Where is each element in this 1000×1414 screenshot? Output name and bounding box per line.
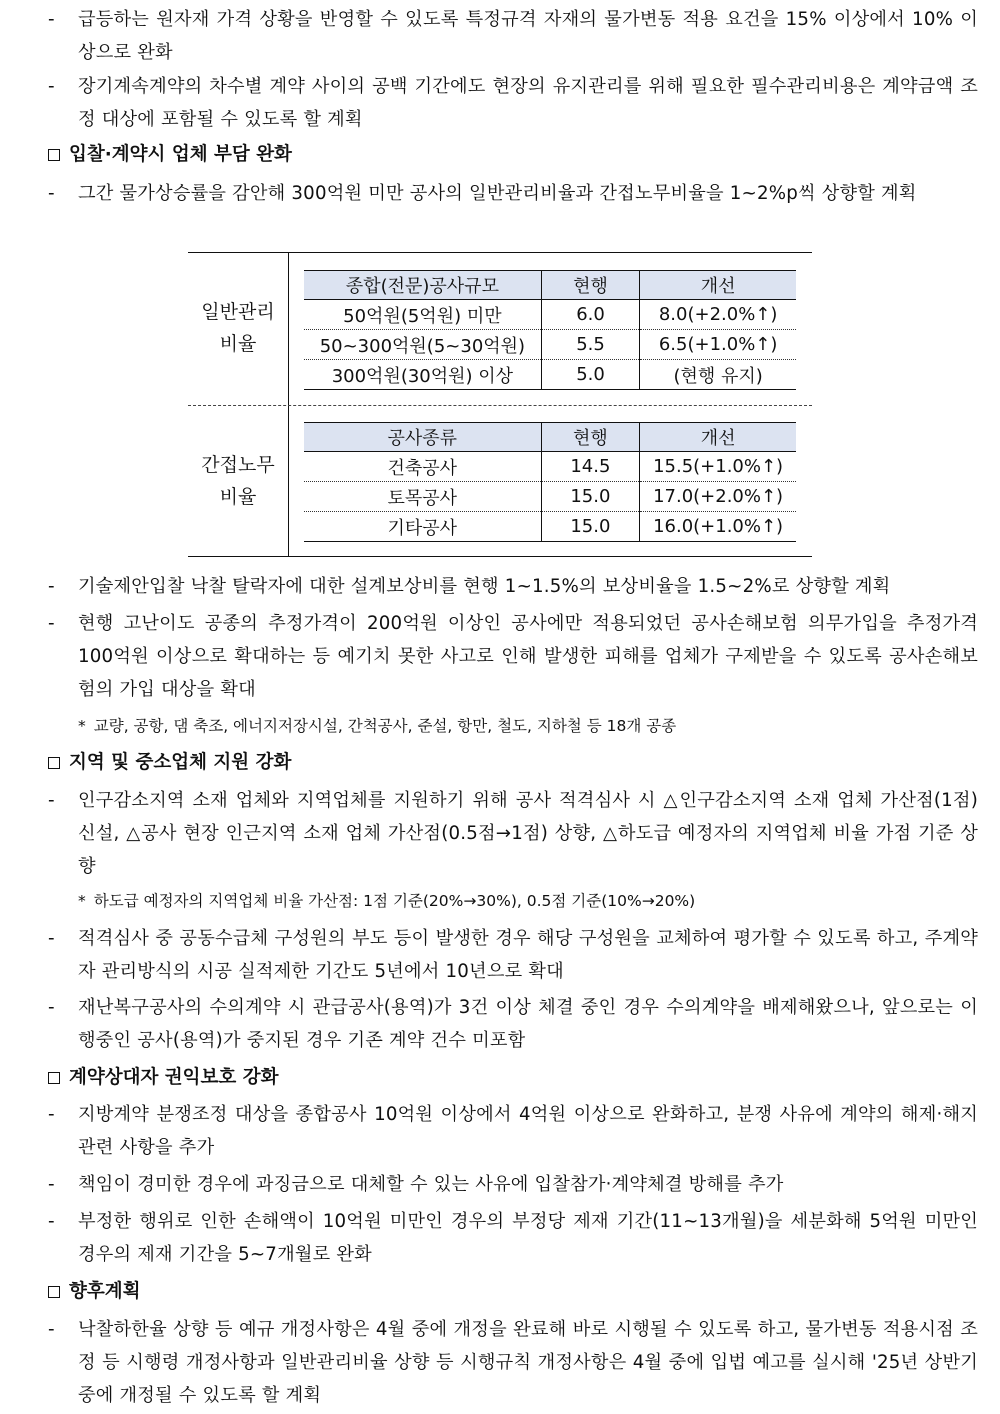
checkbox-square-icon bbox=[48, 1072, 60, 1084]
table-row: 300억원(30억원) 이상 5.0 (현행 유지) bbox=[304, 360, 796, 390]
bullet-joint-venture: - 적격심사 중 공동수급체 구성원의 부도 등이 발생한 경우 해당 구성원을 교체하여 평가할 수 있도록 하고, 주계약자 관리방식의 시공 실적제한 기간도 5년에서 10년으로 확대 bbox=[48, 928, 978, 982]
section-heading-regional-support: 지역 및 중소업체 지원 강화 bbox=[48, 748, 291, 778]
bullet-regional-bonus: - 인구감소지역 소재 업체와 지역업체를 지원하기 위해 공사 적격심사 시 △인구감소지역 소재 업체 가산점(1점) 신설, △공사 현장 인근지역 소재 업체 가산점(0.5점→1점) 상향, △하도급 예정자의 지역업체 비율 가점 기준 상향 bbox=[48, 790, 978, 877]
bullet-penalty-surcharge: - 책임이 경미한 경우에 과징금으로 대체할 수 있는 사유에 입찰참가·계약체결 방해를 추가 bbox=[48, 1174, 784, 1195]
table-header-row: 종합(전문)공사규모 현행 개선 bbox=[304, 271, 796, 300]
bullet-design-compensation: - 기술제안입찰 낙찰 탈락자에 대한 설계보상비를 현행 1~1.5%의 보상비율을 1.5~2%로 상향할 계획 bbox=[48, 576, 891, 597]
checkbox-square-icon bbox=[48, 149, 60, 161]
table-row: 50억원(5억원) 미만 6.0 8.0(+2.0%↑) bbox=[304, 300, 796, 330]
rate-table bbox=[188, 252, 812, 556]
table-header-row: 공사종류 현행 개선 bbox=[304, 423, 796, 452]
bullet-dispute-mediation: - 지방계약 분쟁조정 대상을 종합공사 10억원 이상에서 4억원 이상으로 완화하고, 분쟁 사유에 계약의 해제·해지 관련 사항을 추가 bbox=[48, 1104, 978, 1158]
table-row: 50~300억원(5~30억원) 5.5 6.5(+1.0%↑) bbox=[304, 330, 796, 360]
bullet-sanction-period: - 부정한 행위로 인한 손해액이 10억원 미만인 경우의 부정당 제재 기간(11~13개월)을 세분화해 5억원 미만인 경우의 제재 기간을 5~7개월로 완화 bbox=[48, 1211, 978, 1265]
checkbox-square-icon bbox=[48, 757, 60, 769]
section-heading-future-plan: 향후계획 bbox=[48, 1277, 140, 1307]
bullet-overhead-rate: - 그간 물가상승률을 감안해 300억원 미만 공사의 일반관리비율과 간접노무비율을 1~2%p씩 상향할 계획 bbox=[48, 183, 917, 204]
table-row: 기타공사 15.0 16.0(+1.0%↑) bbox=[304, 512, 796, 542]
bullet-long-term-contract: - 장기계속계약의 차수별 계약 사이의 공백 기간에도 현장의 유지관리를 위해 필요한 필수관리비용은 계약금액 조정 대상에 포함될 수 있도록 할 계획 bbox=[48, 76, 978, 130]
section-heading-bidding: 입찰·계약시 업체 부담 완화 bbox=[48, 140, 292, 170]
checkbox-square-icon bbox=[48, 1286, 60, 1298]
note-18-trades: * 교량, 공항, 댐 축조, 에너지저장시설, 간척공사, 준설, 항만, 철도, 지하철 등 18개 공종 bbox=[78, 717, 677, 735]
table-row: 토목공사 15.0 17.0(+2.0%↑) bbox=[304, 482, 796, 512]
bullet-construction-insurance: - 현행 고난이도 공종의 추정가격이 200억원 이상인 공사에만 적용되었던 공사손해보험 의무가입을 추정가격 100억원 이상으로 확대하는 등 예기치 못한 사고로 인해 발생한 피해를 업체가 구제받을 수 있도록 공사손해보험의 가입 대상을 확대 bbox=[48, 613, 978, 700]
bullet-future-plan: - 낙찰하한율 상향 등 예규 개정사항은 4월 중에 개정을 완료해 바로 시행될 수 있도록 하고, 물가변동 적용시점 조정 등 시행령 개정사항과 일반관리비율 상향 등 시행규칙 개정사항은 4월 중에 입법 예고를 실시해 '25년 상반기 중에 개정될 수 있도록 할 계획 bbox=[48, 1319, 978, 1406]
general-overhead-table bbox=[304, 270, 796, 390]
indirect-labor-label: 간접노무 비율 bbox=[201, 454, 275, 508]
section-heading-contractor-rights: 계약상대자 권익보호 강화 bbox=[48, 1063, 278, 1093]
general-overhead-label: 일반관리 비율 bbox=[201, 301, 275, 355]
indirect-labor-table bbox=[304, 422, 796, 542]
bullet-material-price: - 급등하는 원자재 가격 상황을 반영할 수 있도록 특정규격 자재의 물가변동 적용 요건을 15% 이상에서 10% 이상으로 완화 bbox=[48, 9, 978, 63]
bullet-disaster-recovery: - 재난복구공사의 수의계약 시 관급공사(용역)가 3건 이상 체결 중인 경우 수의계약을 배제해왔으나, 앞으로는 이행중인 공사(용역)가 중지된 경우 기존 계약 건수 미포함 bbox=[48, 997, 978, 1051]
table-row: 건축공사 14.5 15.5(+1.0%↑) bbox=[304, 452, 796, 482]
note-subcontract-bonus: * 하도급 예정자의 지역업체 비율 가산점: 1점 기준(20%→30%), 0.5점 기준(10%→20%) bbox=[78, 892, 696, 910]
